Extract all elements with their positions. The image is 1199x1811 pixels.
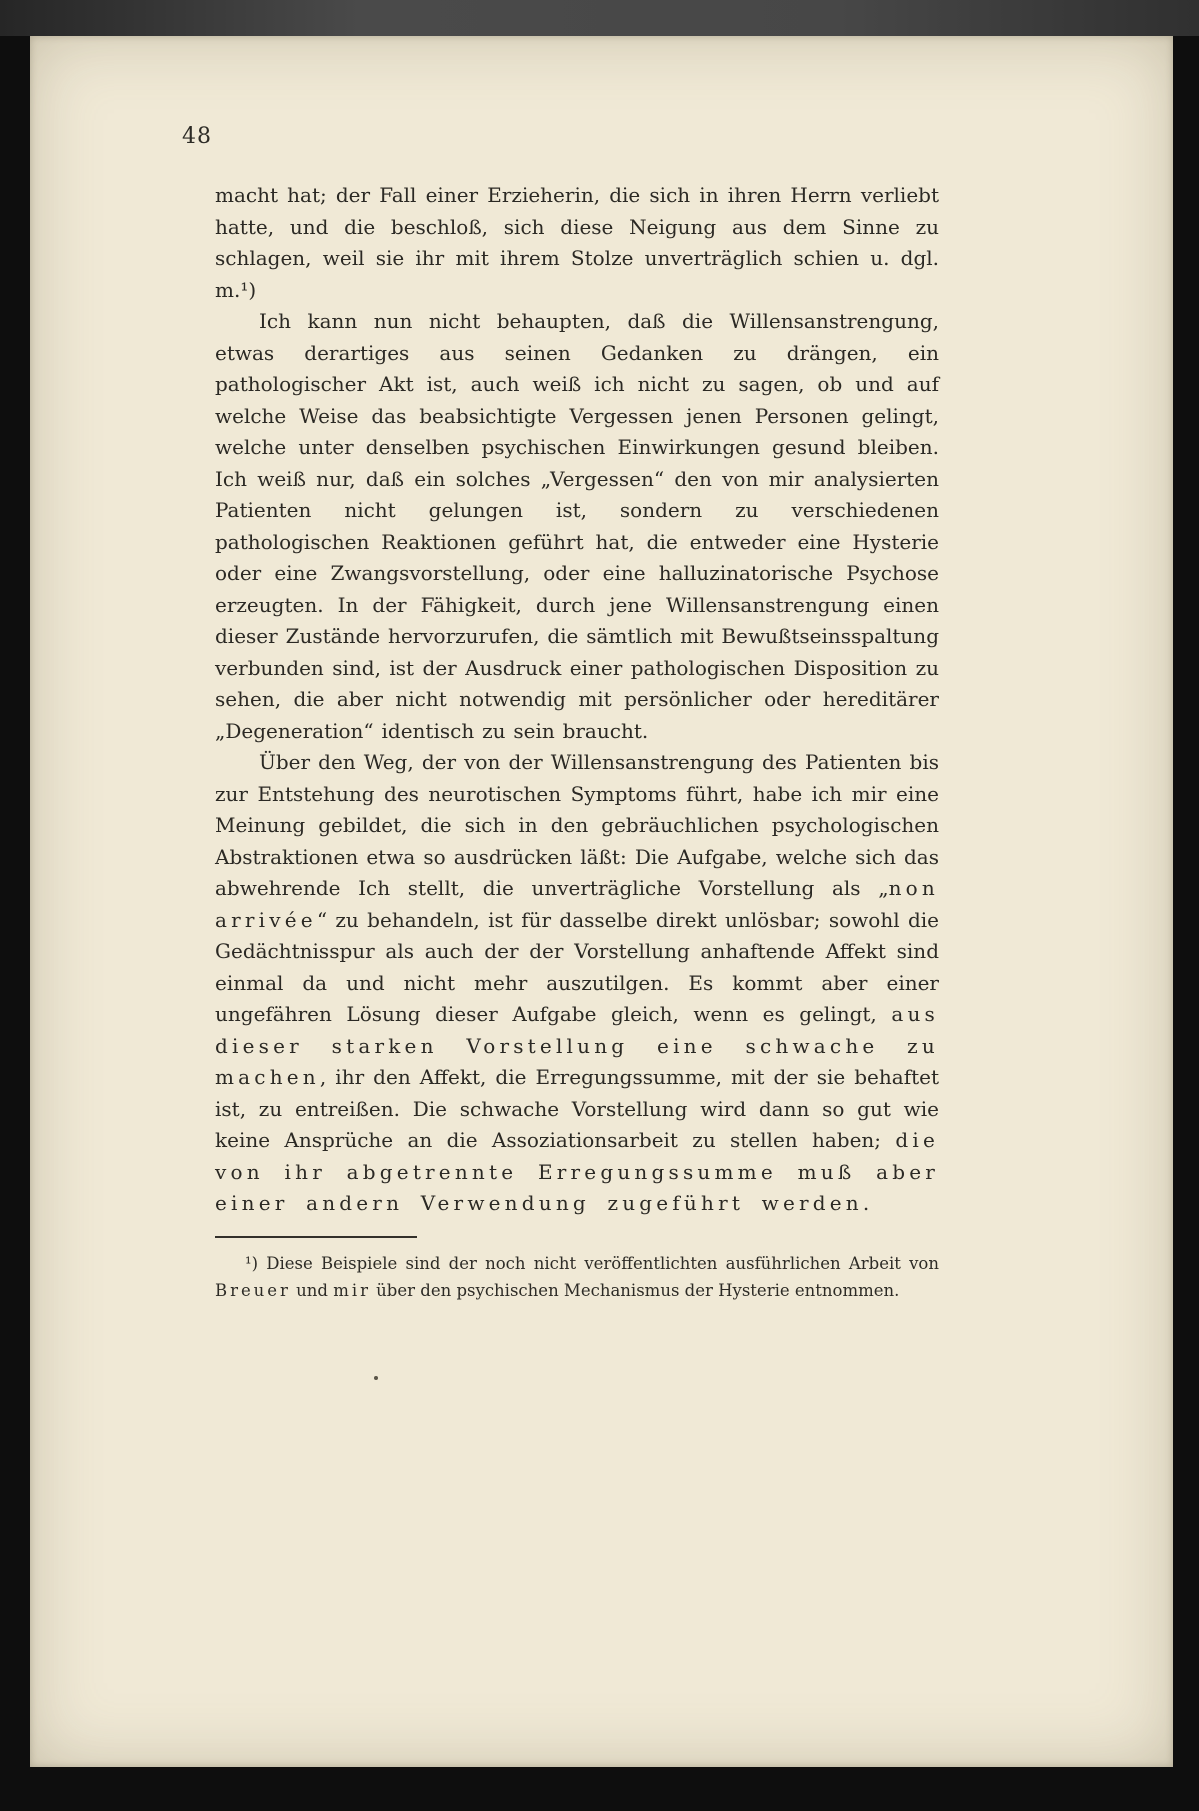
text-segment: über den psychischen Mechanismus der Hysterie entnommen. [370, 1280, 900, 1300]
scan-edge-top [0, 0, 1199, 36]
page-number: 48 [182, 124, 212, 149]
emphasized-text: mir [333, 1280, 371, 1300]
text-segment: und [290, 1280, 334, 1300]
paragraph [215, 306, 939, 747]
ink-speck [374, 1376, 378, 1380]
footnote-separator [215, 1236, 417, 1238]
paragraph [215, 747, 939, 1220]
paper [30, 36, 1173, 1767]
text-segment: macht hat; der Fall einer Erzieherin, die sich in ihren Herrn verliebt hatte, und die beschloß, sich diese Neigung aus dem Sinne zu schlagen, weil sie ihr mit ihrem Stolze unverträglich schien u. dgl. m.¹) [215, 183, 939, 302]
text-segment: “ zu behandeln, ist für dasselbe direkt unlösbar; sowohl die Gedächtnisspur als auch der der Vorstellung anhaftende Affekt sind einmal da und nicht mehr auszutilgen. Es kommt aber einer ungefähren Lösung dieser Aufgabe gleich, wenn es gelingt, [215, 907, 939, 1026]
footnote [215, 1250, 939, 1304]
emphasized-text: die von ihr abgetrennte Erregungssumme muß aber einer andern Verwendung zugeführt werden. [215, 1128, 939, 1215]
text-segment: Ich kann nun nicht behaupten, daß die Willensanstrengung, etwas derartiges aus seinen Gedanken zu drängen, ein pathologischer Akt ist, auch weiß ich nicht zu sagen, ob und auf welche Weise das beabsichtigte Vergessen jenen Personen gelingt, welche unter denselben psychischen Einwirkungen gesund bleiben. Ich weiß nur, daß ein solches „Vergessen“ den von mir analysierten Patienten nicht gelungen ist, sondern zu verschiedenen pathologischen Reaktionen geführt hat, die entweder eine Hysterie oder eine Zwangsvorstellung, oder eine halluzinatorische Psychose erzeugten. In der Fähigkeit, durch jene Willensanstrengung einen dieser Zustände hervorzurufen, die sämtlich mit Bewußtseinsspaltung verbunden sind, ist der Ausdruck einer pathologischen Disposition zu sehen, die aber nicht notwendig mit persönlicher oder hereditärer „Degeneration“ identisch zu sein braucht. [215, 309, 939, 743]
emphasized-text: non arrivée [215, 876, 939, 932]
paragraph [215, 180, 939, 306]
emphasized-text: Breuer [215, 1280, 291, 1300]
text-segment: ¹) Diese Beispiele sind der noch nicht veröffentlichten ausführlichen Arbeit von [245, 1253, 939, 1273]
text-segment: , ihr den Affekt, die Erregungssumme, mit der sie behaftet ist, zu entreißen. Die schwache Vorstellung wird dann so gut wie keine Ansprüche an die Assoziationsarbeit zu stellen haben; [215, 1065, 939, 1152]
emphasized-text: aus dieser starken Vorstellung eine schwache zu machen [215, 1002, 939, 1089]
body-paragraphs [215, 180, 939, 1220]
text-column [215, 180, 939, 1304]
text-segment: Über den Weg, der von der Willensanstrengung des Patienten bis zur Entstehung des neurotischen Symptoms führt, habe ich mir eine Meinung gebildet, die sich in den gebräuchlichen psychologischen Abstraktionen etwa so ausdrücken läßt: Die Aufgabe, welche sich das abwehrende Ich stellt, die unverträgliche Vorstellung als „ [215, 750, 939, 900]
